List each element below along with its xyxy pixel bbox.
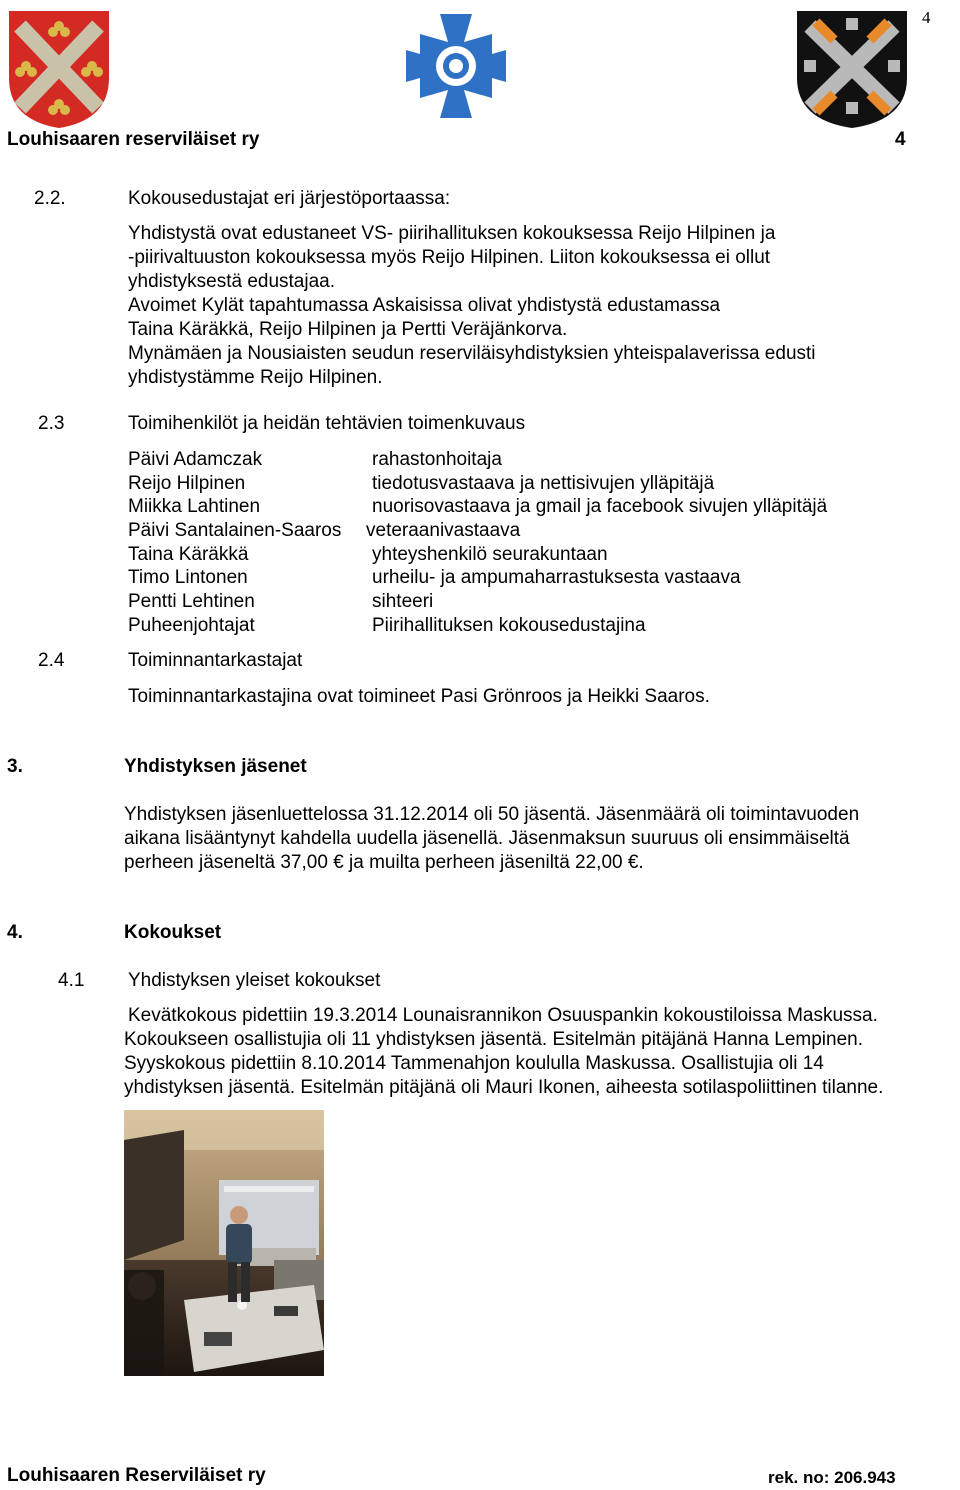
right-square-left xyxy=(804,60,816,72)
section-2-2-body xyxy=(128,222,816,390)
section-number: 2.2. xyxy=(34,188,66,209)
paragraph-line: yhdistyksestä edustajaa. xyxy=(128,271,336,292)
right-square-bottom xyxy=(846,102,858,114)
section-title: Toiminnantarkastajat xyxy=(128,650,303,671)
paragraph-line: -piirivaltuuston kokouksessa myös Reijo Hilpinen. Liiton kokouksessa ei ollut xyxy=(128,247,771,268)
officer-name: Pentti Lehtinen xyxy=(128,591,255,612)
officer-role: rahastonhoitaja xyxy=(372,449,502,470)
section-number: 4. xyxy=(7,922,23,943)
left-coat-of-arms-logo xyxy=(6,8,112,130)
officer-name: Timo Lintonen xyxy=(128,567,248,588)
section-4-body xyxy=(124,1004,883,1100)
meeting-photo-image xyxy=(124,1110,324,1376)
subsection-title: Yhdistyksen yleiset kokoukset xyxy=(128,970,381,991)
officer-name: Taina Käräkkä xyxy=(128,544,249,565)
paragraph-line: aikana lisääntynyt kahdella uudella jäsenellä. Jäsenmaksun suuruus oli ensimmäiseltä xyxy=(124,828,850,849)
section-number: 2.4 xyxy=(38,650,65,671)
officer-name: Puheenjohtajat xyxy=(128,615,255,636)
paragraph-line: perheen jäseneltä 37,00 € ja muilta perheen jäseniltä 22,00 €. xyxy=(124,852,644,873)
officer-role: nuorisovastaava ja gmail ja facebook sivujen ylläpitäjä xyxy=(372,496,828,517)
officer-role: tiedotusvastaava ja nettisivujen ylläpitäjä xyxy=(372,473,715,494)
paragraph-line: Avoimet Kylät tapahtumassa Askaisissa olivat yhdistystä edustamassa xyxy=(128,295,721,316)
cross-center xyxy=(449,59,463,73)
officer-role: yhteyshenkilö seurakuntaan xyxy=(372,544,608,565)
page-corner-number: 4 xyxy=(922,8,931,27)
paragraph-line: Kevätkokous pidettiin 19.3.2014 Lounaisrannikon Osuuspankin kokoustiloissa Maskussa. xyxy=(128,1005,878,1026)
paragraph-line: yhdistyksen jäsentä. Esitelmän pitäjänä oli Mauri Ikonen, aiheesta sotilaspoliittinen tilanne. xyxy=(124,1077,884,1098)
paragraph-line: Toiminnantarkastajina ovat toimineet Pasi Grönroos ja Heikki Saaros. xyxy=(128,686,710,707)
section-title: Toimihenkilöt ja heidän tehtävien toimenkuvaus xyxy=(128,413,526,434)
officer-role: sihteeri xyxy=(372,591,434,612)
officer-role: Piirihallituksen kokousedustajina xyxy=(372,615,646,636)
meeting-photo xyxy=(124,1110,324,1376)
officer-role: veteraanivastaava xyxy=(366,520,521,541)
paragraph-line: Kokoukseen osallistujia oli 11 yhdistyksen jäsentä. Esitelmän pitäjänä Hanna Lempinen. xyxy=(124,1029,863,1050)
right-coat-of-arms-logo xyxy=(794,8,910,130)
right-square-right xyxy=(888,60,900,72)
right-square-top xyxy=(846,18,858,30)
section-title: Kokoukset xyxy=(124,922,222,943)
officer-name: Reijo Hilpinen xyxy=(128,473,246,494)
footer-registration-number: rek. no: 206.943 xyxy=(768,1468,896,1487)
officer-name: Päivi Adamczak xyxy=(128,449,263,470)
subsection-number: 4.1 xyxy=(58,970,85,991)
header-page-number: 4 xyxy=(895,129,906,150)
reservist-cross-logo xyxy=(404,12,508,120)
section-3-body xyxy=(124,803,859,875)
section-title: Yhdistyksen jäsenet xyxy=(124,756,307,777)
section-number: 2.3 xyxy=(38,413,65,434)
header-org-name: Louhisaaren reserviläiset ry xyxy=(7,129,260,150)
paragraph-line: yhdistystämme Reijo Hilpinen. xyxy=(128,367,383,388)
officer-name: Miikka Lahtinen xyxy=(128,496,261,517)
paragraph-line: Syyskokous pidettiin 8.10.2014 Tammenahjon koululla Maskussa. Osallistujia oli 14 xyxy=(124,1053,824,1074)
paragraph-line: Taina Käräkkä, Reijo Hilpinen ja Pertti Veräjänkorva. xyxy=(128,319,568,340)
section-title: Kokousedustajat eri järjestöportaassa: xyxy=(128,188,451,209)
paragraph-line: Yhdistystä ovat edustaneet VS- piirihallituksen kokouksessa Reijo Hilpinen ja xyxy=(128,223,776,244)
section-number: 3. xyxy=(7,756,23,777)
paragraph-line: Mynämäen ja Nousiaisten seudun reserviläisyhdistyksien yhteispalaverissa edusti xyxy=(128,343,816,364)
officer-name: Päivi Santalainen-Saaros xyxy=(128,520,342,541)
footer-org-name: Louhisaaren Reserviläiset ry xyxy=(7,1465,266,1486)
paragraph-line: Yhdistyksen jäsenluettelossa 31.12.2014 oli 50 jäsentä. Jäsenmäärä oli toimintavuoden xyxy=(124,804,860,825)
officer-role: urheilu- ja ampumaharrastuksesta vastaava xyxy=(372,567,741,588)
